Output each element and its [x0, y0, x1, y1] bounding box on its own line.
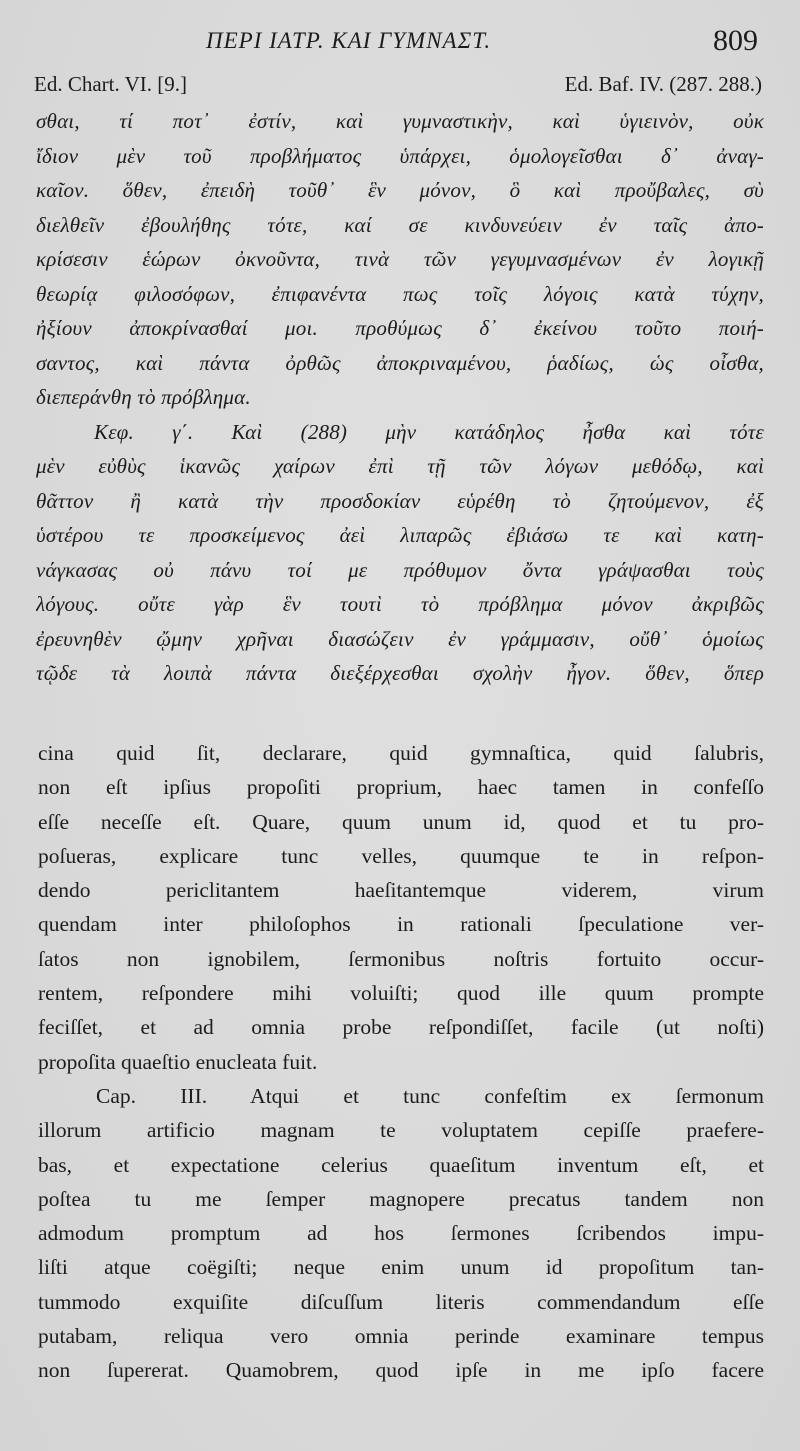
edition-basel: Ed. Baf. IV. (287. 288.)	[564, 72, 762, 96]
greek-line: μὲν εὐθὺς ἱκανῶς χαίρων ἐπὶ τῇ τῶν λόγων μεθόδῳ, καὶ	[36, 454, 764, 478]
greek-line: ἠξίουν ἀποκρίνασθαί μοι. προθύμως δ᾽ ἐκείνου τοῦτο ποιή-	[36, 316, 764, 340]
latin-line: feciſſet, et ad omnia probe reſpondiſſet, facile (ut noſti)	[38, 1015, 764, 1040]
greek-line: λόγους. οὔτε γὰρ ἓν τουτὶ τὸ πρόβλημα μόνον ἀκριβῶς	[36, 592, 764, 616]
latin-line: poſtea tu me ſemper magnopere precatus tandem non	[38, 1186, 764, 1211]
greek-text-block	[36, 104, 764, 691]
latin-line: poſueras, explicare tunc velles, quumque te in reſpon-	[38, 843, 764, 868]
latin-line: non ſupererat. Quamobrem, quod ipſe in me ipſo facere	[38, 1358, 764, 1383]
greek-line: καῖον. ὅθεν, ἐπειδὴ τοῦθ᾽ ἓν μόνον, ὃ καὶ προὔβαλες, σὺ	[36, 178, 764, 202]
edition-chartier: Ed. Chart. VI. [9.]	[34, 72, 187, 96]
latin-text-block	[38, 736, 764, 1388]
latin-line: dendo periclitantem haeſitantemque viderem, virum	[38, 878, 764, 903]
greek-line: σαντος, καὶ πάντα ὀρθῶς ἀποκριναμένου, ῥαδίως, ὡς οἶσθα,	[36, 350, 764, 375]
greek-line: ὑστέρου τε προσκείμενος ἀεὶ λιπαρῶς ἐβιάσω τε καὶ κατη-	[36, 523, 764, 547]
latin-line: liſti atque coëgiſti; neque enim unum id propoſitum tan-	[38, 1255, 764, 1280]
greek-chapter-start-line: Κεφ. γ΄. Καὶ (288) μὴν κατάδηλος ἦσθα καὶ τότε	[94, 419, 764, 444]
greek-line: τῷδε τὰ λοιπὰ πάντα διεξέρχεσθαι σχολὴν ἦγον. ὅθεν, ὅπερ	[36, 661, 764, 685]
latin-line: bas, et expectatione celerius quaeſitum inventum eſt, et	[38, 1152, 764, 1177]
greek-line: ἴδιον μὲν τοῦ προβλήματος ὑπάρχει, ὁμολογεῖσθαι δ᾽ ἀναγ-	[36, 143, 764, 168]
latin-line: cina quid ſit, declarare, quid gymnaſtica, quid ſalubris,	[38, 741, 764, 765]
greek-line: σθαι, τί ποτ᾽ ἐστίν, καὶ γυμναστικὴν, καὶ ὑγιεινὸν, οὐκ	[36, 109, 764, 133]
greek-line: διεπεράνθη τὸ πρόβλημα.	[36, 385, 251, 409]
latin-line: eſſe neceſſe eſt. Quare, quum unum id, quod et tu pro-	[38, 809, 764, 834]
greek-line: νάγκασας οὐ πάνυ τοί με πρόθυμον ὄντα γράψασθαι τοὺς	[36, 557, 764, 582]
latin-line: propoſita quaeſtio enucleata fuit.	[38, 1049, 318, 1074]
greek-line: διελθεῖν ἐβουλήθης τότε, καί σε κινδυνεύειν ἐν ταῖς ἀπο-	[36, 212, 764, 237]
latin-line: illorum artificio magnam te voluptatem cepiſſe praefere-	[38, 1118, 764, 1143]
greek-line: κρίσεσιν ἑώρων ὀκνοῦντα, τινὰ τῶν γεγυμνασμένων ἐν λογικῇ	[36, 247, 764, 271]
greek-line: θεωρίᾳ φιλοσόφων, ἐπιφανέντα πως τοῖς λόγοις κατὰ τύχην,	[36, 281, 764, 306]
latin-line: ſatos non ignobilem, ſermonibus noſtris fortuito occur-	[38, 946, 764, 971]
latin-line: non eſt ipſius propoſiti proprium, haec tamen in confeſſo	[38, 775, 764, 800]
greek-line: θᾶττον ἢ κατὰ τὴν προσδοκίαν εὑρέθη τὸ ζητούμενον, ἐξ	[36, 488, 764, 513]
page-number: 809	[713, 24, 758, 57]
latin-line: admodum promptum ad hos ſermones ſcribendos impu-	[38, 1221, 764, 1246]
latin-chapter-start-line: Cap. III. Atqui et tunc confeſtim ex ſermonum	[96, 1083, 764, 1108]
latin-line: rentem, reſpondere mihi voluiſti; quod ille quum prompte	[38, 981, 764, 1006]
latin-line: putabam, reliqua vero omnia perinde examinare tempus	[38, 1324, 764, 1349]
latin-line: tummodo exquiſite diſcuſſum literis commendandum eſſe	[38, 1289, 764, 1314]
running-title: ΠΕΡΙ ΙΑΤΡ. ΚΑΙ ΓΥΜΝΑΣΤ.	[206, 28, 492, 53]
running-head	[0, 20, 800, 60]
greek-line: ἐρευνηθὲν ᾤμην χρῆναι διασώζειν ἐν γράμμασιν, οὔθ᾽ ὁμοίως	[36, 626, 764, 651]
edition-reference-line	[34, 66, 762, 100]
latin-line: quendam inter philoſophos in rationali ſpeculatione ver-	[38, 912, 764, 937]
